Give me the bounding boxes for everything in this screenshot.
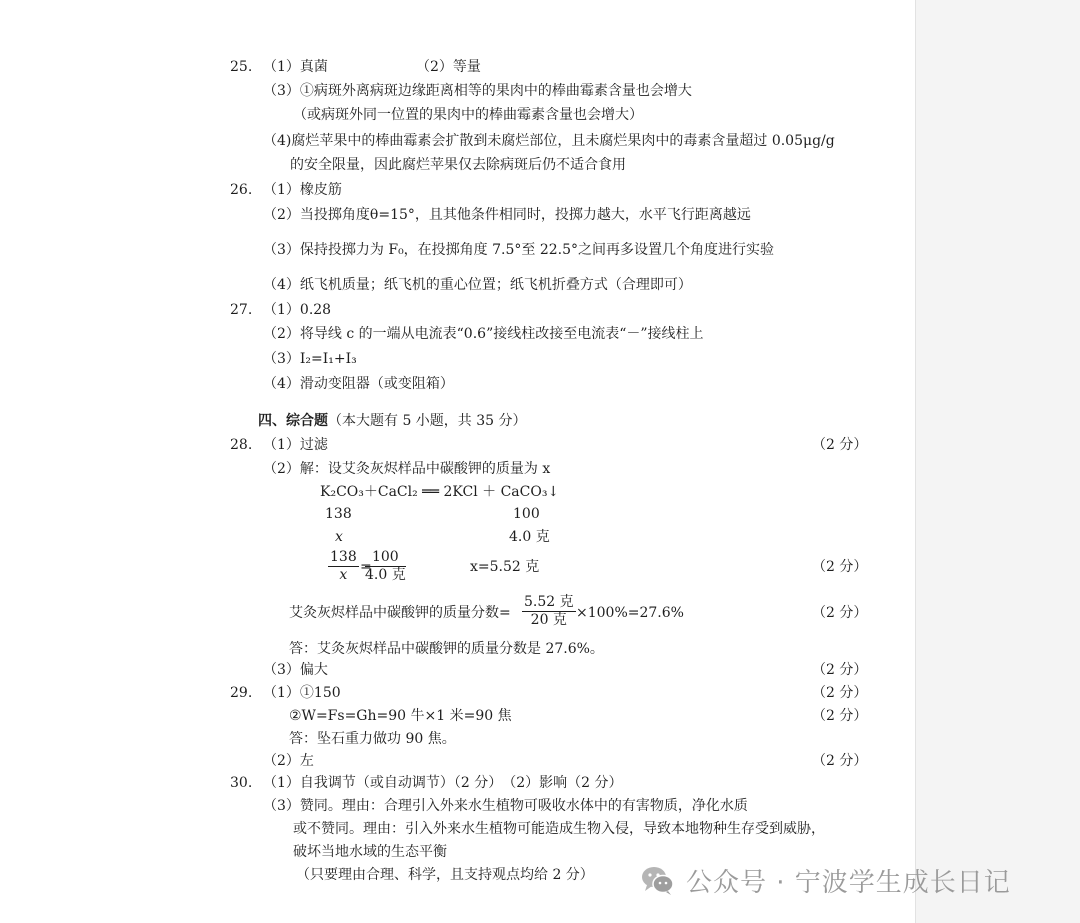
- q28-score3: （2 分）: [812, 605, 868, 621]
- percent-label: 艾灸灰烬样品中碳酸钾的质量分数=: [289, 605, 511, 621]
- q25-part4-cont: 的安全限量，因此腐烂苹果仅去除病斑后仍不适合食用: [290, 157, 626, 173]
- q28-answer: 答：艾灸灰烬样品中碳酸钾的质量分数是 27.6%。: [289, 641, 604, 657]
- molar-mass-caco3: 100: [513, 506, 540, 522]
- q29-part1: （1）①150: [263, 685, 341, 701]
- q29-part2: （2）左: [263, 753, 314, 769]
- ratio-fraction-left: [328, 549, 359, 584]
- q29-score1: （2 分）: [812, 685, 868, 701]
- q30-number: 30.: [230, 775, 253, 791]
- molar-mass-k2co3: 138: [325, 506, 352, 522]
- q27-part2: （2）将导线 c 的一端从电流表“0.6”接线柱改接至电流表“－”接线柱上: [263, 326, 704, 342]
- percent-denominator: 20 克: [530, 612, 567, 628]
- ratio-right-denominator: 4.0 克: [365, 567, 406, 583]
- q28-part2: （2）解：设艾灸灰烬样品中碳酸钾的质量为 x: [263, 461, 551, 477]
- q30-part3-disagree: 或不赞同。理由：引入外来水生植物可能造成生物入侵，导致本地物种生存受到威胁，: [293, 821, 825, 837]
- watermark-text: 公众号 · 宁波学生成长日记: [686, 867, 1011, 898]
- q28-score2: （2 分）: [812, 559, 868, 575]
- q30-part1-2: （1）自我调节（或自动调节）（2 分） （2）影响（2 分）: [263, 775, 623, 791]
- percent-fraction: [522, 594, 576, 629]
- q27-part1: （1）0.28: [263, 302, 332, 318]
- q26-number: 26.: [230, 182, 253, 198]
- q29-score2: （2 分）: [812, 708, 868, 724]
- section-heading: [258, 412, 527, 430]
- wechat-icon: [640, 862, 676, 898]
- percent-result: ×100%=27.6%: [576, 605, 684, 621]
- q26-part1: （1）橡皮筋: [263, 182, 342, 198]
- q26-part2: （2）当投掷角度θ=15°，且其他条件相同时，投掷力越大，水平飞行距离越远: [263, 207, 751, 223]
- percent-numerator: 5.52 克: [524, 594, 574, 610]
- q29-work-formula: ②W=Fs=Gh=90 牛×1 米=90 焦: [289, 708, 512, 724]
- q27-part3: （3）I₂=I₁+I₃: [263, 351, 357, 367]
- q25-part2: （2）等量: [416, 59, 481, 75]
- q26-part3: （3）保持投掷力为 F₀，在投掷角度 7.5°至 22.5°之间再多设置几个角度进行实验: [263, 242, 775, 258]
- unknown-x: x: [335, 529, 343, 545]
- q30-part3-agree: （3）赞同。理由：合理引入外来水生植物可吸收水体中的有害物质，净化水质: [263, 798, 748, 814]
- q25-part1: （1）真菌: [263, 59, 328, 75]
- q29-score3: （2 分）: [812, 753, 868, 769]
- section-title: 四、综合题: [258, 413, 328, 429]
- q28-score1: （2 分）: [812, 437, 868, 453]
- ratio-fraction-right: [365, 549, 406, 584]
- q29-answer: 答：坠石重力做功 90 焦。: [289, 731, 456, 747]
- q25-number: 25.: [230, 59, 253, 75]
- x-result: x=5.52 克: [470, 559, 540, 575]
- q25-part3-alt: （或病斑外同一位置的果肉中的棒曲霉素含量也会增大）: [293, 107, 643, 123]
- q30-part3-cont: 破坏当地水域的生态平衡: [293, 844, 447, 860]
- q29-number: 29.: [230, 685, 253, 701]
- q27-part4: （4）滑动变阻器（或变阻箱）: [263, 376, 454, 392]
- ratio-equals: =: [360, 559, 372, 575]
- ratio-left-denominator: x: [339, 567, 348, 583]
- q27-number: 27.: [230, 302, 253, 318]
- q25-part3: （3）①病斑外离病斑边缘距离相等的果肉中的棒曲霉素含量也会增大: [263, 83, 692, 99]
- caco3-mass: 4.0 克: [509, 529, 550, 545]
- ratio-right-numerator: 100: [365, 549, 406, 567]
- q26-part4: （4）纸飞机质量；纸飞机的重心位置；纸飞机折叠方式（合理即可）: [263, 277, 692, 293]
- chemical-equation: K₂CO₃＋CaCl₂ ══ 2KCl ＋ CaCO₃↓: [320, 484, 560, 500]
- q28-score4: （2 分）: [812, 662, 868, 678]
- q30-scoring-note: （只要理由合理、科学，且支持观点均给 2 分）: [296, 867, 594, 883]
- q25-part4: （4)腐烂苹果中的棒曲霉素会扩散到未腐烂部位，且未腐烂果肉中的毒素含量超过 0.05μg/g: [263, 133, 835, 149]
- ratio-left-numerator: 138: [330, 549, 357, 565]
- q28-part3: （3）偏大: [263, 662, 328, 678]
- q28-part1: （1）过滤: [263, 437, 328, 453]
- watermark: [640, 862, 1011, 898]
- q28-number: 28.: [230, 437, 253, 453]
- section-note: （本大题有 5 小题，共 35 分）: [328, 413, 527, 429]
